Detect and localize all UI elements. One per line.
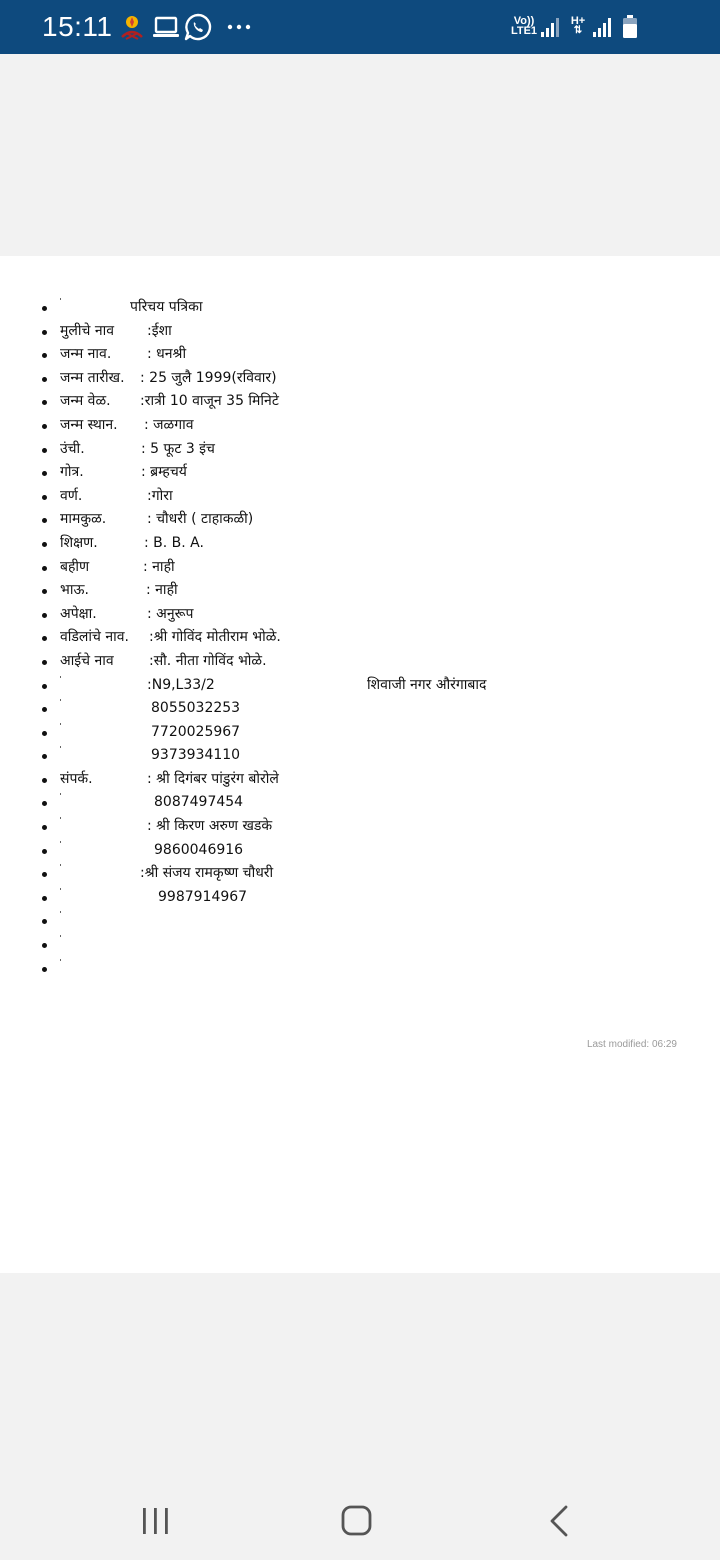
bullet-icon — [42, 636, 47, 641]
row-label: भाऊ. — [60, 582, 89, 599]
list-item — [0, 933, 720, 957]
bullet-icon — [42, 872, 47, 877]
list-item — [0, 532, 720, 556]
bullet-icon — [42, 400, 47, 405]
document-list — [0, 296, 720, 980]
bullet-icon — [42, 849, 47, 854]
bullet-icon — [42, 919, 47, 924]
row-value: :ईशा — [147, 322, 172, 339]
empty-label-marker — [60, 676, 61, 678]
whatsapp-icon — [184, 13, 212, 41]
bullet-icon — [42, 707, 47, 712]
back-icon — [528, 1496, 588, 1546]
list-item — [0, 296, 720, 320]
list-item — [0, 414, 720, 438]
list-item — [0, 508, 720, 532]
empty-label-marker — [60, 911, 61, 913]
row-label: वडिलांचे नाव. — [60, 629, 129, 646]
row-label: जन्म स्थान. — [60, 416, 118, 433]
bullet-icon — [42, 353, 47, 358]
laptop-icon — [152, 13, 180, 41]
home-icon — [326, 1496, 386, 1546]
row-label: संपर्क. — [60, 770, 93, 787]
row-value: :सौ. नीता गोविंद भोळे. — [149, 652, 267, 669]
bullet-icon — [42, 448, 47, 453]
row-value: : ब्रम्हचर्य — [141, 464, 187, 481]
bullet-icon — [42, 801, 47, 806]
list-item — [0, 839, 720, 863]
data-arrows-icon: ⇅ — [573, 25, 583, 36]
row-label: मुलीचे नाव — [60, 322, 115, 339]
signal-icon-1 — [540, 16, 562, 38]
bullet-icon — [42, 471, 47, 476]
row-label: जन्म वेळ. — [60, 393, 111, 410]
bullet-icon — [42, 754, 47, 759]
row-value: : श्री किरण अरुण खडके — [147, 818, 273, 835]
row-label: मामकुळ. — [60, 511, 107, 528]
row-value: : नाही — [143, 558, 175, 575]
status-time: 15:11 — [42, 11, 113, 42]
empty-label-marker — [60, 959, 61, 961]
list-item — [0, 744, 720, 768]
row-value: 8055032253 — [151, 700, 241, 717]
row-label: शिक्षण. — [60, 534, 98, 551]
navigation-bar — [0, 1476, 720, 1560]
list-item — [0, 438, 720, 462]
row-value: : 25 जुलै 1999(रविवार) — [140, 369, 277, 386]
bullet-icon — [42, 495, 47, 500]
empty-label-marker — [60, 841, 61, 843]
list-item — [0, 485, 720, 509]
row-value: 9987914967 — [158, 888, 248, 905]
bullet-icon — [42, 778, 47, 783]
bullet-icon — [42, 330, 47, 335]
row-value: :श्री गोविंद मोतीराम भोळे. — [149, 629, 281, 646]
row-value: 9860046916 — [154, 841, 244, 858]
row-value: : अनुरूप — [147, 605, 194, 622]
empty-label-marker — [60, 935, 61, 937]
list-item — [0, 650, 720, 674]
list-item — [0, 390, 720, 414]
list-item — [0, 579, 720, 603]
row-label: बहीण — [60, 558, 90, 575]
row-label: जन्म तारीख. — [60, 369, 125, 386]
list-item — [0, 626, 720, 650]
home-button[interactable] — [326, 1496, 386, 1546]
list-item — [0, 721, 720, 745]
row-value: :गोरा — [147, 487, 173, 504]
row-extra-value: शिवाजी नगर औरंगाबाद — [367, 676, 487, 693]
row-label: गोत्र. — [60, 464, 84, 481]
list-item — [0, 674, 720, 698]
row-value: 9373934110 — [151, 747, 241, 764]
last-modified-label: Last modified: 06:29 — [586, 1039, 677, 1050]
row-value: : 5 फूट 3 इंच — [141, 440, 215, 457]
row-value: 8087497454 — [154, 794, 244, 811]
empty-label-marker — [60, 699, 61, 701]
bullet-icon — [42, 684, 47, 689]
signal-icon-2 — [592, 16, 614, 38]
bullet-icon — [42, 731, 47, 736]
row-value: :रात्री 10 वाजून 35 मिनिटे — [140, 393, 279, 410]
volte-indicator: Vo)) LTE1 — [510, 15, 538, 37]
row-value: : चौधरी ( टाहाकळी) — [147, 511, 254, 528]
recents-icon — [125, 1496, 185, 1546]
empty-label-marker — [60, 746, 61, 748]
list-item — [0, 556, 720, 580]
list-item — [0, 367, 720, 391]
list-item — [0, 791, 720, 815]
app-notification-icon — [118, 13, 146, 41]
empty-label-marker — [60, 793, 61, 795]
row-value: : नाही — [146, 582, 178, 599]
bullet-icon — [42, 660, 47, 665]
status-right-icons — [510, 12, 680, 42]
empty-label-marker — [60, 888, 61, 890]
list-item — [0, 909, 720, 933]
battery-icon — [622, 14, 638, 40]
list-item — [0, 461, 720, 485]
row-label: अपेक्षा. — [60, 605, 97, 622]
list-item — [0, 697, 720, 721]
bullet-icon — [42, 518, 47, 523]
document-page[interactable] — [0, 256, 720, 1273]
list-item — [0, 862, 720, 886]
bullet-icon — [42, 589, 47, 594]
bullet-icon — [42, 542, 47, 547]
row-label: जन्म नाव. — [60, 346, 112, 363]
bullet-icon — [42, 943, 47, 948]
bullet-icon — [42, 613, 47, 618]
row-value: 7720025967 — [151, 723, 241, 740]
row-value: : श्री दिगंबर पांडुरंग बोरोले — [147, 770, 279, 787]
bullet-icon — [42, 825, 47, 830]
row-label: वर्ण. — [60, 487, 83, 504]
empty-label-marker — [60, 864, 61, 866]
row-label: उंची. — [60, 440, 85, 457]
list-item — [0, 957, 720, 981]
more-dots-icon — [226, 13, 252, 41]
back-button[interactable] — [528, 1496, 588, 1546]
list-item — [0, 343, 720, 367]
network-type-indicator: H+ ⇅ — [568, 16, 588, 36]
bullet-icon — [42, 896, 47, 901]
list-item — [0, 768, 720, 792]
row-label: आईचे नाव — [60, 652, 114, 669]
bullet-icon — [42, 306, 47, 311]
list-item — [0, 320, 720, 344]
list-item — [0, 886, 720, 910]
bullet-icon — [42, 377, 47, 382]
bullet-icon — [42, 566, 47, 571]
bullet-icon — [42, 424, 47, 429]
list-item — [0, 603, 720, 627]
empty-label-marker — [60, 817, 61, 819]
list-item — [0, 815, 720, 839]
empty-label-marker — [60, 723, 61, 725]
empty-label-marker — [60, 298, 61, 300]
row-value: :श्री संजय रामकृष्ण चौधरी — [140, 865, 274, 882]
row-value: : धनश्री — [147, 346, 187, 363]
recents-button[interactable] — [125, 1496, 185, 1546]
row-value: :N9,L33/2 — [147, 676, 215, 693]
bullet-icon — [42, 967, 47, 972]
row-value: : B. B. A. — [144, 534, 204, 551]
row-value: परिचय पत्रिका — [130, 299, 203, 315]
status-bar — [0, 0, 720, 54]
row-value: : जळगाव — [144, 416, 194, 433]
